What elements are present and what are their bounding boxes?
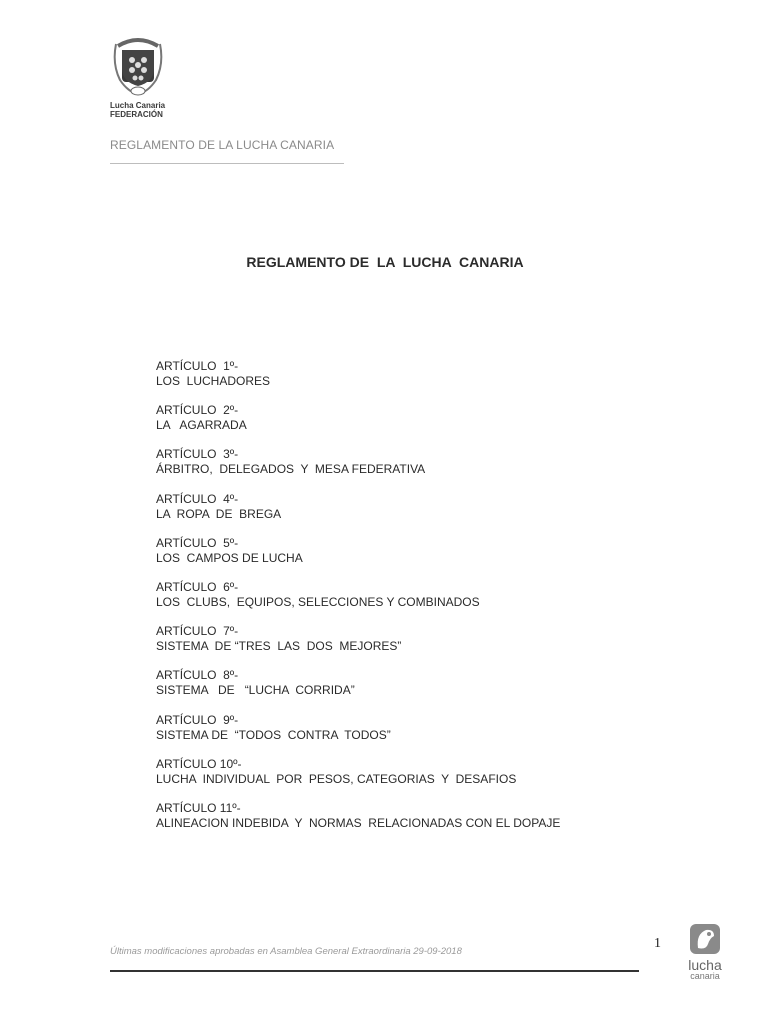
toc-article-subject: SISTEMA DE “LUCHA CORRIDA” bbox=[156, 683, 355, 698]
toc-item bbox=[156, 492, 560, 536]
federation-crest-logo bbox=[108, 34, 170, 98]
toc-article-subject: SISTEMA DE “TRES LAS DOS MEJORES” bbox=[156, 639, 402, 654]
federation-line-2: FEDERACIÓN bbox=[110, 110, 163, 119]
toc-article-number: ARTÍCULO 7º- bbox=[156, 624, 239, 639]
toc-article-subject: ÁRBITRO, DELEGADOS Y MESA FEDERATIVA bbox=[156, 462, 426, 477]
toc-article-number: ARTÍCULO 10º- bbox=[156, 756, 242, 771]
toc-article-subject: SISTEMA DE “TODOS CONTRA TODOS” bbox=[156, 727, 391, 742]
toc-item bbox=[156, 801, 560, 845]
federation-line-1: Lucha Canaria bbox=[110, 101, 166, 110]
toc-article-subject: LOS CAMPOS DE LUCHA bbox=[156, 550, 303, 565]
header-divider bbox=[110, 163, 344, 164]
toc-item bbox=[156, 624, 560, 668]
toc-article-number: ARTÍCULO 6º- bbox=[156, 579, 239, 594]
toc-item bbox=[156, 713, 560, 757]
toc-item bbox=[156, 580, 560, 624]
toc-article-number: ARTÍCULO 8º- bbox=[156, 668, 239, 683]
brand-word-lucha: lucha bbox=[688, 957, 722, 973]
toc-item bbox=[156, 757, 560, 801]
toc-article-number: ARTÍCULO 1º- bbox=[156, 359, 239, 373]
footer-divider bbox=[110, 970, 639, 972]
toc-article-number: ARTÍCULO 9º- bbox=[156, 712, 239, 727]
toc-article-subject: LOS CLUBS, EQUIPOS, SELECCIONES Y COMBINADOS bbox=[156, 594, 480, 609]
toc-article-subject: LOS LUCHADORES bbox=[156, 374, 271, 388]
toc-item bbox=[156, 668, 560, 712]
toc-article-number: ARTÍCULO 11º- bbox=[156, 800, 241, 815]
crest-icon bbox=[108, 34, 168, 98]
footer-note: Últimas modificaciones aprobadas en Asamblea General Extraordinaria 29-09-2018 bbox=[110, 946, 462, 957]
toc-article-subject: ALINEACION INDEBIDA Y NORMAS RELACIONADAS CON EL DOPAJE bbox=[156, 815, 561, 830]
page-number: 1 bbox=[654, 936, 661, 951]
toc-article-subject: LUCHA INDIVIDUAL POR PESOS, CATEGORIAS Y DESAFIOS bbox=[156, 771, 517, 786]
toc-article-number: ARTÍCULO 2º- bbox=[156, 403, 239, 418]
toc-article-number: ARTÍCULO 5º- bbox=[156, 535, 239, 550]
table-of-contents bbox=[156, 359, 560, 845]
toc-item bbox=[156, 403, 560, 447]
toc-article-subject: LA ROPA DE BREGA bbox=[156, 506, 282, 521]
toc-item bbox=[156, 536, 560, 580]
lucha-canaria-brand-logo bbox=[684, 924, 726, 981]
toc-item bbox=[156, 359, 560, 403]
toc-item bbox=[156, 447, 560, 491]
running-header-title: REGLAMENTO DE LA LUCHA CANARIA bbox=[110, 138, 335, 152]
toc-article-number: ARTÍCULO 3º- bbox=[156, 447, 239, 462]
wrestler-head-icon bbox=[684, 924, 726, 954]
toc-article-number: ARTÍCULO 4º- bbox=[156, 491, 239, 506]
brand-word-canaria: canaria bbox=[690, 971, 720, 981]
federation-name bbox=[110, 101, 165, 119]
toc-article-subject: LA AGARRADA bbox=[156, 418, 247, 433]
document-title: REGLAMENTO DE LA LUCHA CANARIA bbox=[246, 254, 524, 270]
